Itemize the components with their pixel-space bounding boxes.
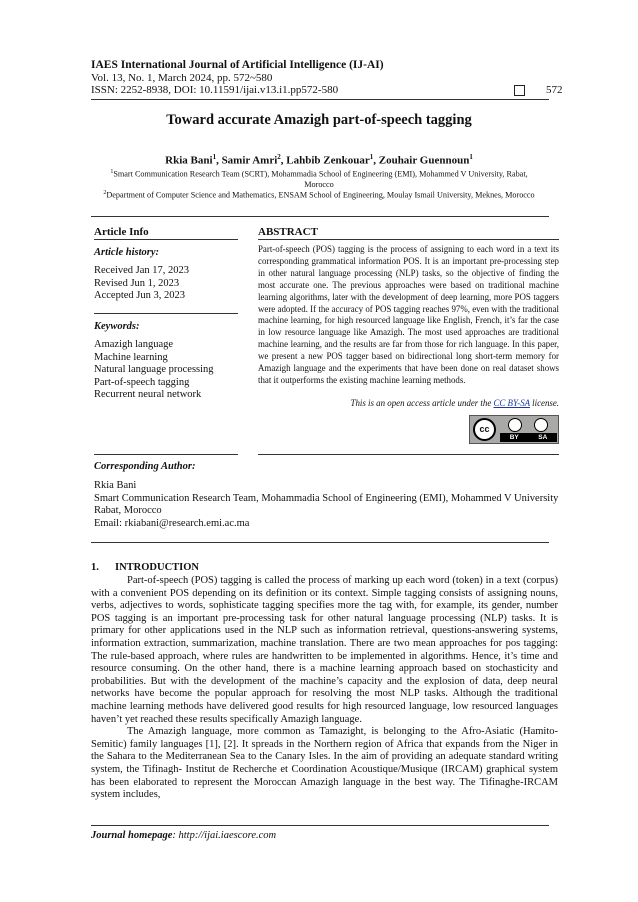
- info-top-rule: [91, 216, 549, 217]
- affiliation-1: $^1$Smart Communication Research Team (SCRT), Mohammadia School of Engineering (EMI), Mohammed V University, Rabat, Morocco: [110, 169, 528, 189]
- history-accepted: Accepted Jun 3, 2023: [94, 290, 185, 301]
- share-alike-icon: [534, 418, 548, 432]
- journal-homepage: Journal homepage: http://ijai.iaescore.com: [91, 830, 277, 841]
- corr-location: Rabat, Morocco: [94, 505, 162, 517]
- abstract-text: Part-of-speech (POS) tagging is the process of assigning to each word in a text its corresponding grammatical information POS. It is an important pre-processing step in other natural language processing (NLP) tasks, so the objective of finding the most accurate one. The previous approaches were based on traditional machine learning algorithms, later with the development of deep learning, more POS taggers were adopted. If the accuracy of POS tagging reaches 97%, even with the traditional machine learning, for high resourced language like English, French, it’s far the case in low resource language like Amazigh. The most used approaches are traditional machine learning, and the results are far from those for rich language. In this paper, we present a new POS tagger based on bidirectional long short-term memory for Amazigh language and the experiments that have been done on real dataset shows that it outperforms the existing machine learning methods.: [258, 244, 559, 385]
- keywords-list: [94, 339, 214, 402]
- keywords-label: Keywords:: [94, 321, 140, 332]
- corr-email: Email: rkiabani@research.emi.ac.ma: [94, 517, 250, 529]
- footer-rule: [91, 825, 549, 826]
- history-received: Received Jan 17, 2023: [94, 265, 190, 276]
- history-label: Article history:: [94, 247, 160, 258]
- corr-rule-left: [94, 454, 238, 455]
- author: Zouhair Guennoun: [378, 154, 470, 167]
- author: Lahbib Zenkouar: [286, 154, 370, 167]
- article-history: [94, 265, 189, 303]
- keyword: Natural language processing: [94, 364, 214, 375]
- corr-affiliation: Smart Communication Research Team, Mohammadia School of Engineering (EMI), Mohammed V University: [94, 492, 559, 504]
- article-info-heading: Article Info: [94, 226, 149, 238]
- license-link[interactable]: CC BY-SA: [493, 398, 530, 408]
- intro-body: [91, 575, 558, 802]
- corresponding-label: Corresponding Author:: [94, 461, 196, 472]
- corr-rule-right: [258, 454, 559, 455]
- keywords-rule: [94, 313, 238, 314]
- volume-info: Vol. 13, No. 1, March 2024, pp. 572~580: [91, 72, 273, 84]
- abstract-heading: ABSTRACT: [258, 226, 318, 238]
- affiliation-2: $^2$Department of Computer Science and Mathematics, ENSAM School of Engineering, Moulay Ismail University, Meknes, Morocco: [103, 190, 535, 200]
- journal-name: IAES International Journal of Artificial Intelligence (IJ-AI): [91, 59, 384, 71]
- issn-doi: ISSN: 2252-8938, DOI: 10.11591/ijai.v13.i1.pp572-580: [91, 84, 339, 96]
- homepage-url[interactable]: : http://ijai.iaescore.com: [172, 830, 277, 841]
- info-bottom-rule: [91, 542, 549, 543]
- keyword: Machine learning: [94, 351, 168, 363]
- paper-title: Toward accurate Amazigh part-of-speech tagging: [166, 112, 472, 128]
- author: Samir Amri: [221, 154, 278, 167]
- keyword: Recurrent neural network: [94, 389, 202, 400]
- page-number: 572: [546, 84, 563, 96]
- header-rule: [91, 99, 549, 100]
- badge-label-bar: BY SA: [500, 433, 557, 442]
- abstract-rule: [258, 239, 559, 240]
- license-note: This is an open access article under the CC BY-SA license.: [350, 398, 559, 408]
- history-revised: Revised Jun 1, 2023: [94, 277, 180, 289]
- info-rule: [94, 239, 238, 240]
- checkbox-square-icon: [514, 85, 525, 96]
- corresponding-details: [94, 480, 558, 530]
- keyword: Amazigh language: [94, 339, 174, 350]
- author-list: Rkia Bani$^1$, Samir Amri$^2$, Lahbib Zenkouar$^1$, Zouhair Guennoun$^1$: [165, 153, 473, 167]
- paragraph: Part-of-speech (POS) tagging is called the process of marking up each word (token) in a text (corpus) with a convenient POS depending on its definition or its context. Simple tagging consists of assigning nouns, verbs, adjectives to words, sophisticate tagging specifies more the tag with, for example, its gender, number POS tagging is an important pre-processing task for other natural language processing (NLP) tasks. It is primary for other applications used in the NLP such as information retrieval, questions-answering systems, information extraction, summarization, machine translation. There are two mean approaches for pos tagging: The rule-based approach, where rules are handwritten to be implemented in algorithms. Hence, it’s time and resource consuming. On the other hand, there is a machine learning approach based on stochasticity and probabilities. But with the development of the machine’s capacity and the explosion of data, deep neural networks have become the popular approach for resolving the most NLP tasks. Although the traditional machine learning methods have delivered good results for high resourced language, low resourced languages haven’t yet reached these results specifically Amazigh language.: [91, 575, 558, 725]
- attribution-icon: [508, 418, 522, 432]
- cc-by-sa-badge[interactable]: [469, 415, 559, 444]
- cc-logo-icon: cc: [473, 418, 496, 441]
- section-heading: 1. INTRODUCTION: [91, 562, 200, 573]
- author: Rkia Bani: [165, 154, 213, 167]
- corr-name: Rkia Bani: [94, 480, 137, 491]
- paragraph: The Amazigh language, more common as Tamazight, is belonging to the Afro-Asiatic (Hamito-Semitic) family languages [1], [2]. It spreads in the Northern region of Africa that expands from the Niger in the Sahara to the Mediterranean Sea to the Canary Isles. In the aim of providing an adequate standard writing system, the Tifinagh- Institut de Recherche et Coordination Acoustique/Musique (IRCAM) graphical system has been elaborated to represent the Moroccan Amazigh language in the best way. The Tifinaghe-IRCAM system includes,: [91, 726, 558, 801]
- keyword: Part-of-speech tagging: [94, 376, 190, 388]
